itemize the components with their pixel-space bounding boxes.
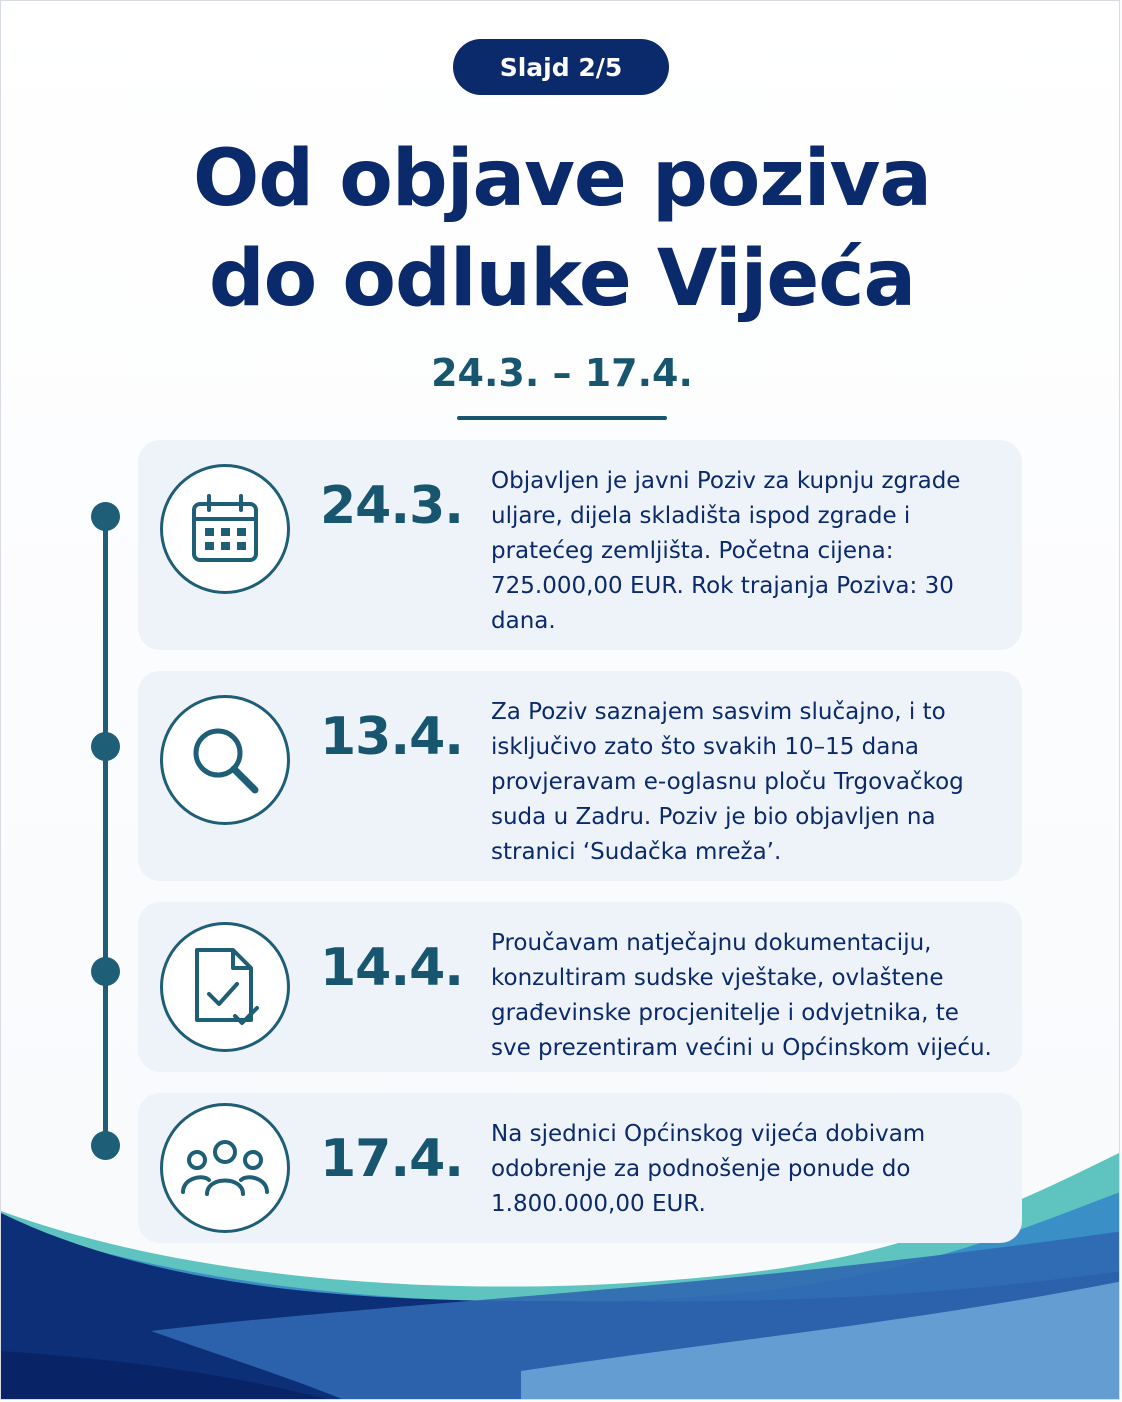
title-underline	[457, 416, 667, 420]
title-line-2: do odluke Vijeća	[208, 234, 916, 324]
slide-label-badge: Slajd 2/5	[453, 39, 669, 95]
page-title	[1, 129, 1120, 329]
date-range: 24.3. – 17.4.	[431, 351, 693, 395]
event-date: 14.4.	[320, 938, 464, 998]
timeline-dot	[91, 1131, 120, 1160]
search-icon	[160, 695, 290, 825]
timeline-dot	[91, 732, 120, 761]
event-description: Objavljen je javni Poziv za kupnju zgrade uljare, dijela skladišta ispod zgrade i pratećeg zemljišta. Početna cijena: 725.000,00 EUR. Rok trajanja Poziva: 30 dana.	[491, 468, 961, 634]
event-description: Na sjednici Općinskog vijeća dobivam odobrenje za podnošenje ponude do 1.800.000,00 EUR.	[491, 1121, 926, 1217]
document-check-icon	[160, 922, 290, 1052]
timeline-card	[138, 1093, 1022, 1243]
group-icon	[160, 1103, 290, 1233]
event-description: Proučavam natječajnu dokumentaciju, konzultiram sudske vještake, ovlaštene građevinske procjenitelje i odvjetnika, te sve prezentiram većini u Općinskom vijeću.	[491, 930, 992, 1061]
timeline-dot	[91, 502, 120, 531]
timeline-card	[138, 902, 1022, 1072]
event-description: Za Poziv saznajem sasvim slučajno, i to isključivo zato što svakih 10–15 dana provjeravam e-oglasnu ploču Trgovačkog suda u Zadru. Poziv je bio objavljen na stranici ‘Sudačka mreža’.	[491, 699, 964, 865]
timeline-card	[138, 671, 1022, 881]
event-date: 17.4.	[320, 1129, 464, 1189]
timeline-card	[138, 440, 1022, 650]
title-line-1: Od objave poziva	[192, 134, 932, 224]
event-date: 24.3.	[320, 476, 464, 536]
calendar-icon	[160, 464, 290, 594]
event-date: 13.4.	[320, 707, 464, 767]
timeline-dot	[91, 957, 120, 986]
timeline-line	[103, 516, 108, 1146]
